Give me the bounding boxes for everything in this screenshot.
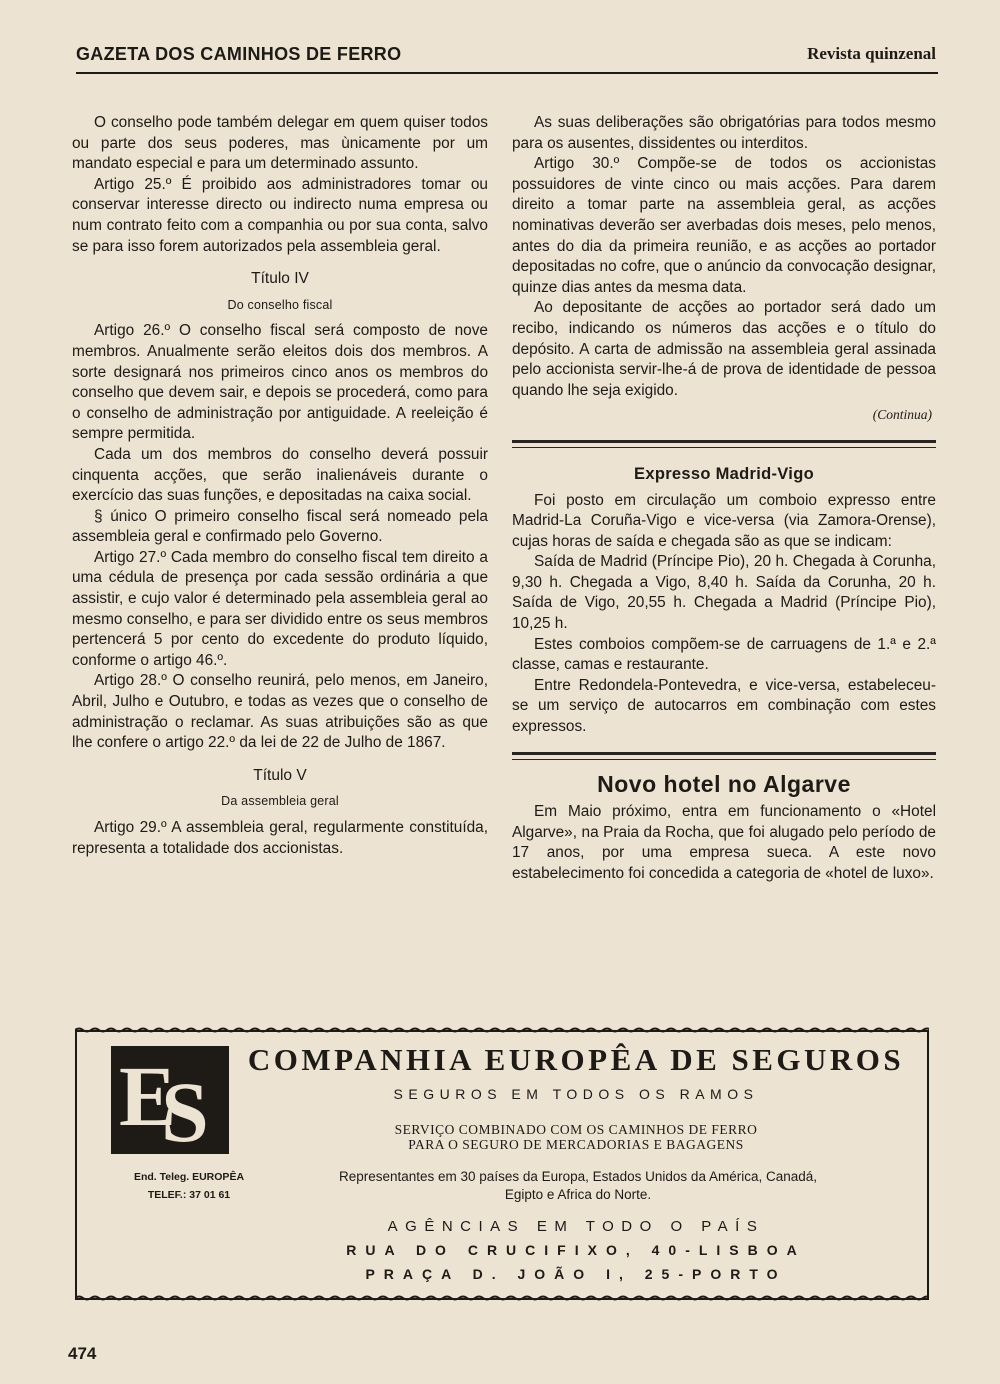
paragraph: § único O primeiro conselho fiscal será nomeado pela assembleia geral e confirmado pelo Governo. xyxy=(72,507,488,546)
ad-company-name: COMPANHIA EUROPÊA DE SEGUROS xyxy=(247,1042,905,1077)
paragraph: Artigo 29.º A assembleia geral, regularmente constituída, representa a totalidade dos accionistas. xyxy=(72,819,488,857)
insurance-advertisement xyxy=(75,1030,929,1300)
section-divider xyxy=(512,440,936,443)
company-logo xyxy=(111,1046,229,1160)
right-column xyxy=(512,113,936,885)
ad-reps-line: Representantes em 30 países da Europa, Estados Unidos da América, Canadá, xyxy=(338,1169,818,1184)
paragraph: As suas deliberações são obrigatórias para todos mesmo para os ausentes, dissidentes ou interditos. xyxy=(512,114,936,152)
wavy-border-bottom xyxy=(75,1295,929,1301)
section-divider-thin xyxy=(512,759,936,760)
paragraph: Saída de Madrid (Príncipe Pio), 20 h. Chegada à Corunha, 9,30 h. Chegada a Vigo, 8,40 h. Saída da Corunha, 20 h. Saída de Vigo, 20,55 h. Chegada a Madrid (Príncipe Pio), 10,25 h. xyxy=(512,553,936,633)
left-column xyxy=(72,113,488,859)
paragraph: Cada um dos membros do conselho deverá possuir cinquenta acções, que serão inalienáveis durante o exercício das suas funções, e depositadas na caixa social. xyxy=(72,445,488,505)
paragraph: Foi posto em circulação um comboio expresso entre Madrid-La Coruña-Vigo e vice-versa (via Zamora-Orense), cujas horas de saída e chegada são as que se indicam: xyxy=(512,491,936,550)
section-title: Título V xyxy=(253,766,307,784)
section-divider xyxy=(512,752,936,755)
continued-note: (Continua) xyxy=(872,407,932,423)
paragraph: Artigo 26.º O conselho fiscal será composto de nove membros. Anualmente serão eleitos dois dos membros. A sorte designará nos primeiros cinco anos os membros do conselho que devem sair, e depois se procederá, como para o conselho de administração por antiguidade. A reeleição é sempre permitida. xyxy=(72,322,488,443)
section-subtitle: Da assembleia geral xyxy=(221,794,339,809)
ad-representatives xyxy=(285,1168,871,1204)
page-number: 474 xyxy=(68,1344,97,1363)
article-title-expresso: Expresso Madrid-Vigo xyxy=(634,464,814,483)
header-rule xyxy=(76,72,938,74)
paragraph: Artigo 25.º É proibido aos administradores tomar ou conservar interesse directo ou indirecto numa empresa ou num contrato feito com a companhia ou por sua conta, salvo se para isso forem autorizados pela assembleia geral. xyxy=(72,175,488,255)
paragraph: Artigo 30.º Compõe-se de todos os accionistas possuidores de vinte cinco ou mais acções. Para darem direito a tomar parte na assembleia geral, as acções nominativas deverão ser averbadas dois meses, pelo menos, antes do dia da primeira reunião, e as acções ao portador depositadas no cofre, que o anúncio da convocação designar, quinze dias antes da mesma data. xyxy=(512,155,936,296)
ad-agencies: AGÊNCIAS EM TODO O PAÍS xyxy=(387,1218,765,1235)
logo-letter-s: S xyxy=(161,1064,209,1160)
journal-title: GAZETA DOS CAMINHOS DE FERRO xyxy=(76,44,402,64)
ad-telegraph: End. Teleg. EUROPÊA xyxy=(133,1171,245,1183)
section-title: Título IV xyxy=(251,270,309,288)
paragraph: Artigo 28.º O conselho reunirá, pelo menos, em Janeiro, Abril, Julho e Outubro, e todas as vezes que o conselho de administração o reclamar. As suas atribuições são as que lhe confere o artigo 22.º da lei de 22 de Julho de 1867. xyxy=(72,672,488,752)
article-title-hotel: Novo hotel no Algarve xyxy=(597,770,851,797)
ad-service-line: PARA O SEGURO DE MERCADORIAS E BAGAGENS xyxy=(408,1137,744,1152)
page-header xyxy=(76,44,936,70)
ad-tagline: SEGUROS EM TODOS OS RAMOS xyxy=(393,1086,759,1102)
paragraph: Ao depositante de acções ao portador será dado um recibo, indicando os números das acções e o título do depósito. A carta de admissão na assembleia geral assinada pelo accionista servir-lhe-á de prova de identidade de pessoa quando lhe seja exigido. xyxy=(512,299,936,399)
logo-letter-e: E xyxy=(119,1048,177,1144)
ad-service xyxy=(243,1122,909,1152)
section-divider-thin xyxy=(512,447,936,448)
ad-contact xyxy=(99,1168,279,1204)
paragraph: Entre Redondela-Pontevedra, e vice-versa, estabeleceu-se um serviço de autocarros em combinação com estes expressos. xyxy=(512,676,936,736)
paragraph: Em Maio próximo, entra em funcionamento o «Hotel Algarve», na Praia da Rocha, que foi alugado pelo período de 17 anos, por uma empresa sueca. A este novo estabelecimento foi concedida a categoria de «hotel de luxo». xyxy=(512,803,936,882)
ad-address-porto: PRAÇA D. JOÃO I, 25-PORTO xyxy=(365,1266,787,1282)
journal-type: Revista quinzenal xyxy=(807,44,936,63)
ad-reps-line: Egipto e Africa do Norte. xyxy=(504,1187,652,1202)
paragraph: Estes comboios compõem-se de carruagens de 1.ª e 2.ª classe, camas e restaurante. xyxy=(512,635,936,674)
ad-address-lisboa: RUA DO CRUCIFIXO, 40-LISBOA xyxy=(346,1242,806,1258)
paragraph: Artigo 27.º Cada membro do conselho fiscal tem direito a uma cédula de presença por cada sessão ordinária a que assistir, e cujo valor é determinado pela assembleia geral ao mesmo conselho, e para ser dividido entre os seus membros pertencerá 5 por cento do excedente do produto líquido, conforme o artigo 46.º. xyxy=(72,548,488,669)
ad-phone: TELEF.: 37 01 61 xyxy=(147,1189,231,1201)
paragraph: O conselho pode também delegar em quem quiser todos ou parte dos seus poderes, mas ùnicamente por um mandato especial e para um determinado assunto. xyxy=(72,114,488,173)
section-subtitle: Do conselho fiscal xyxy=(227,297,333,312)
ad-service-line: SERVIÇO COMBINADO COM OS CAMINHOS DE FERRO xyxy=(394,1122,758,1137)
